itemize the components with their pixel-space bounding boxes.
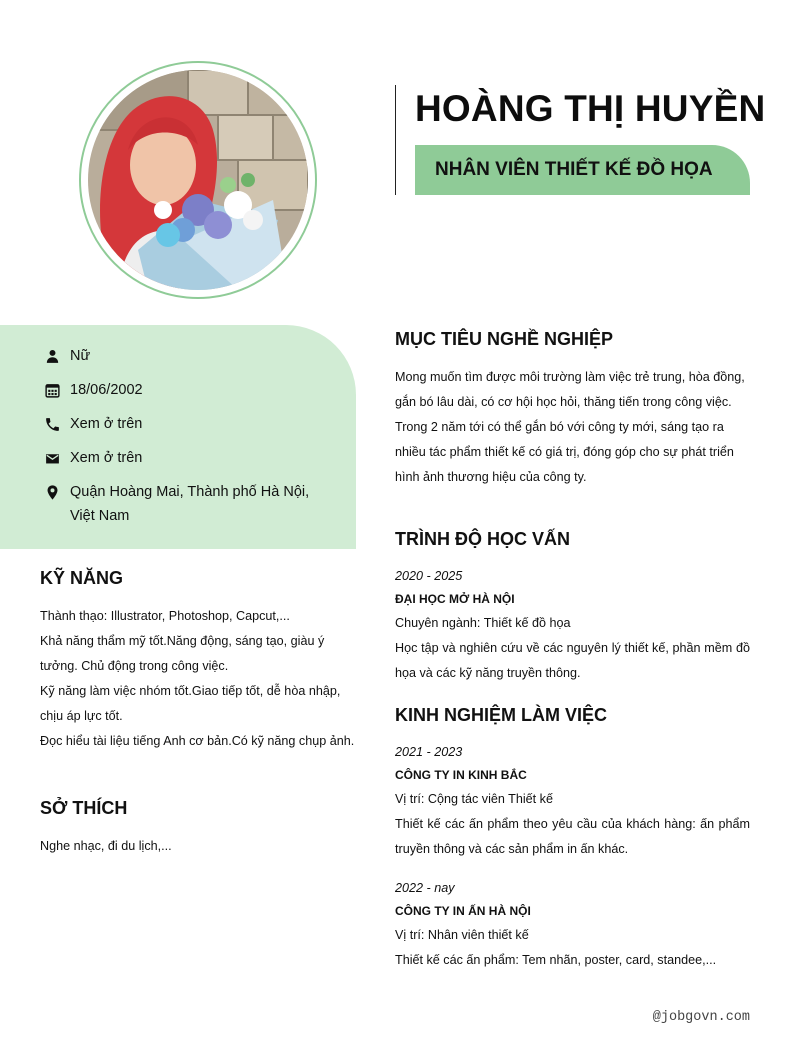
contact-phone xyxy=(40,412,310,436)
hobbies-text: Nghe nhạc, đi du lịch,... xyxy=(40,839,172,853)
job-position: Vị trí: Nhân viên thiết kế xyxy=(395,928,529,942)
job-period: 2021 - 2023 xyxy=(395,745,463,759)
job-company: CÔNG TY IN ẤN HÀ NỘI xyxy=(395,904,531,918)
full-name: HOÀNG THỊ HUYỀN xyxy=(415,88,766,129)
hobbies-heading: SỞ THÍCH xyxy=(40,798,128,818)
experience-entry xyxy=(395,877,750,973)
contact-birthday xyxy=(40,378,310,402)
mail-icon xyxy=(40,446,64,470)
person-icon xyxy=(40,344,64,368)
education-description: Học tập và nghiên cứu về các nguyên lý thiết kế, phần mềm đồ họa và các kỹ năng truyền thông. xyxy=(395,641,750,680)
skill-item: Đọc hiểu tài liệu tiếng Anh cơ bản.Có kỹ năng chụp ảnh. xyxy=(40,734,355,748)
skill-item: Khả năng thẩm mỹ tốt.Năng động, sáng tạo, giàu ý tưởng. Chủ động trong công việc. xyxy=(40,634,325,673)
job-description: Thiết kế các ấn phẩm theo yêu cầu của khách hàng: ấn phẩm truyền thông và các sản phẩm in ấn khác. xyxy=(395,817,750,856)
job-company: CÔNG TY IN KINH BẮC xyxy=(395,768,527,782)
job-period: 2022 - nay xyxy=(395,881,455,895)
education-school: ĐẠI HỌC MỞ HÀ NỘI xyxy=(395,592,515,606)
birthday-value: 18/06/2002 xyxy=(70,382,143,398)
contact-gender xyxy=(40,344,310,368)
gender-value: Nữ xyxy=(70,348,91,364)
avatar-photo xyxy=(88,70,308,290)
objective-heading: MỤC TIÊU NGHỀ NGHIỆP xyxy=(395,329,614,349)
education-major: Chuyên ngành: Thiết kế đồ họa xyxy=(395,616,571,630)
phone-icon xyxy=(40,412,64,436)
location-pin-icon xyxy=(40,480,64,504)
objective-text: Mong muốn tìm được môi trường làm việc trẻ trung, hòa đồng, gắn bó lâu dài, có cơ hội học hỏi, thăng tiến trong công việc. Trong 2 năm tới có thể gắn bó với công ty mới, sáng tạo ra nhiều tác phẩm thiết kế có giá trị, đóng góp cho sự phát triển hình ảnh thương hiệu của công ty. xyxy=(395,370,745,484)
job-position: Vị trí: Cộng tác viên Thiết kế xyxy=(395,792,553,806)
education-entry xyxy=(395,565,750,686)
education-heading: TRÌNH ĐỘ HỌC VẤN xyxy=(395,529,570,549)
experience-entry xyxy=(395,741,750,862)
email-value: Xem ở trên xyxy=(70,450,143,466)
experience-heading: KINH NGHIỆM LÀM VIỆC xyxy=(395,705,608,725)
skills-list xyxy=(40,604,355,754)
skill-item: Thành thạo: Illustrator, Photoshop, Capcut,... xyxy=(40,609,290,623)
skill-item: Kỹ năng làm việc nhóm tốt.Giao tiếp tốt, dễ hòa nhập, chịu áp lực tốt. xyxy=(40,684,341,723)
contact-panel xyxy=(0,325,356,549)
avatar xyxy=(88,70,308,290)
calendar-icon xyxy=(40,378,64,402)
job-title-pill xyxy=(415,145,750,195)
job-description: Thiết kế các ấn phẩm: Tem nhãn, poster, card, standee,... xyxy=(395,953,717,967)
address-value: Quận Hoàng Mai, Thành phố Hà Nội, Việt Nam xyxy=(70,484,310,524)
contact-email xyxy=(40,446,310,470)
job-title: NHÂN VIÊN THIẾT KẾ ĐỒ HỌA xyxy=(435,159,713,180)
skills-heading: KỸ NĂNG xyxy=(40,568,124,588)
phone-value: Xem ở trên xyxy=(70,416,143,432)
education-period: 2020 - 2025 xyxy=(395,569,463,583)
contact-address xyxy=(40,480,310,528)
watermark: @jobgovn.com xyxy=(652,1010,750,1025)
name-divider xyxy=(395,85,396,195)
